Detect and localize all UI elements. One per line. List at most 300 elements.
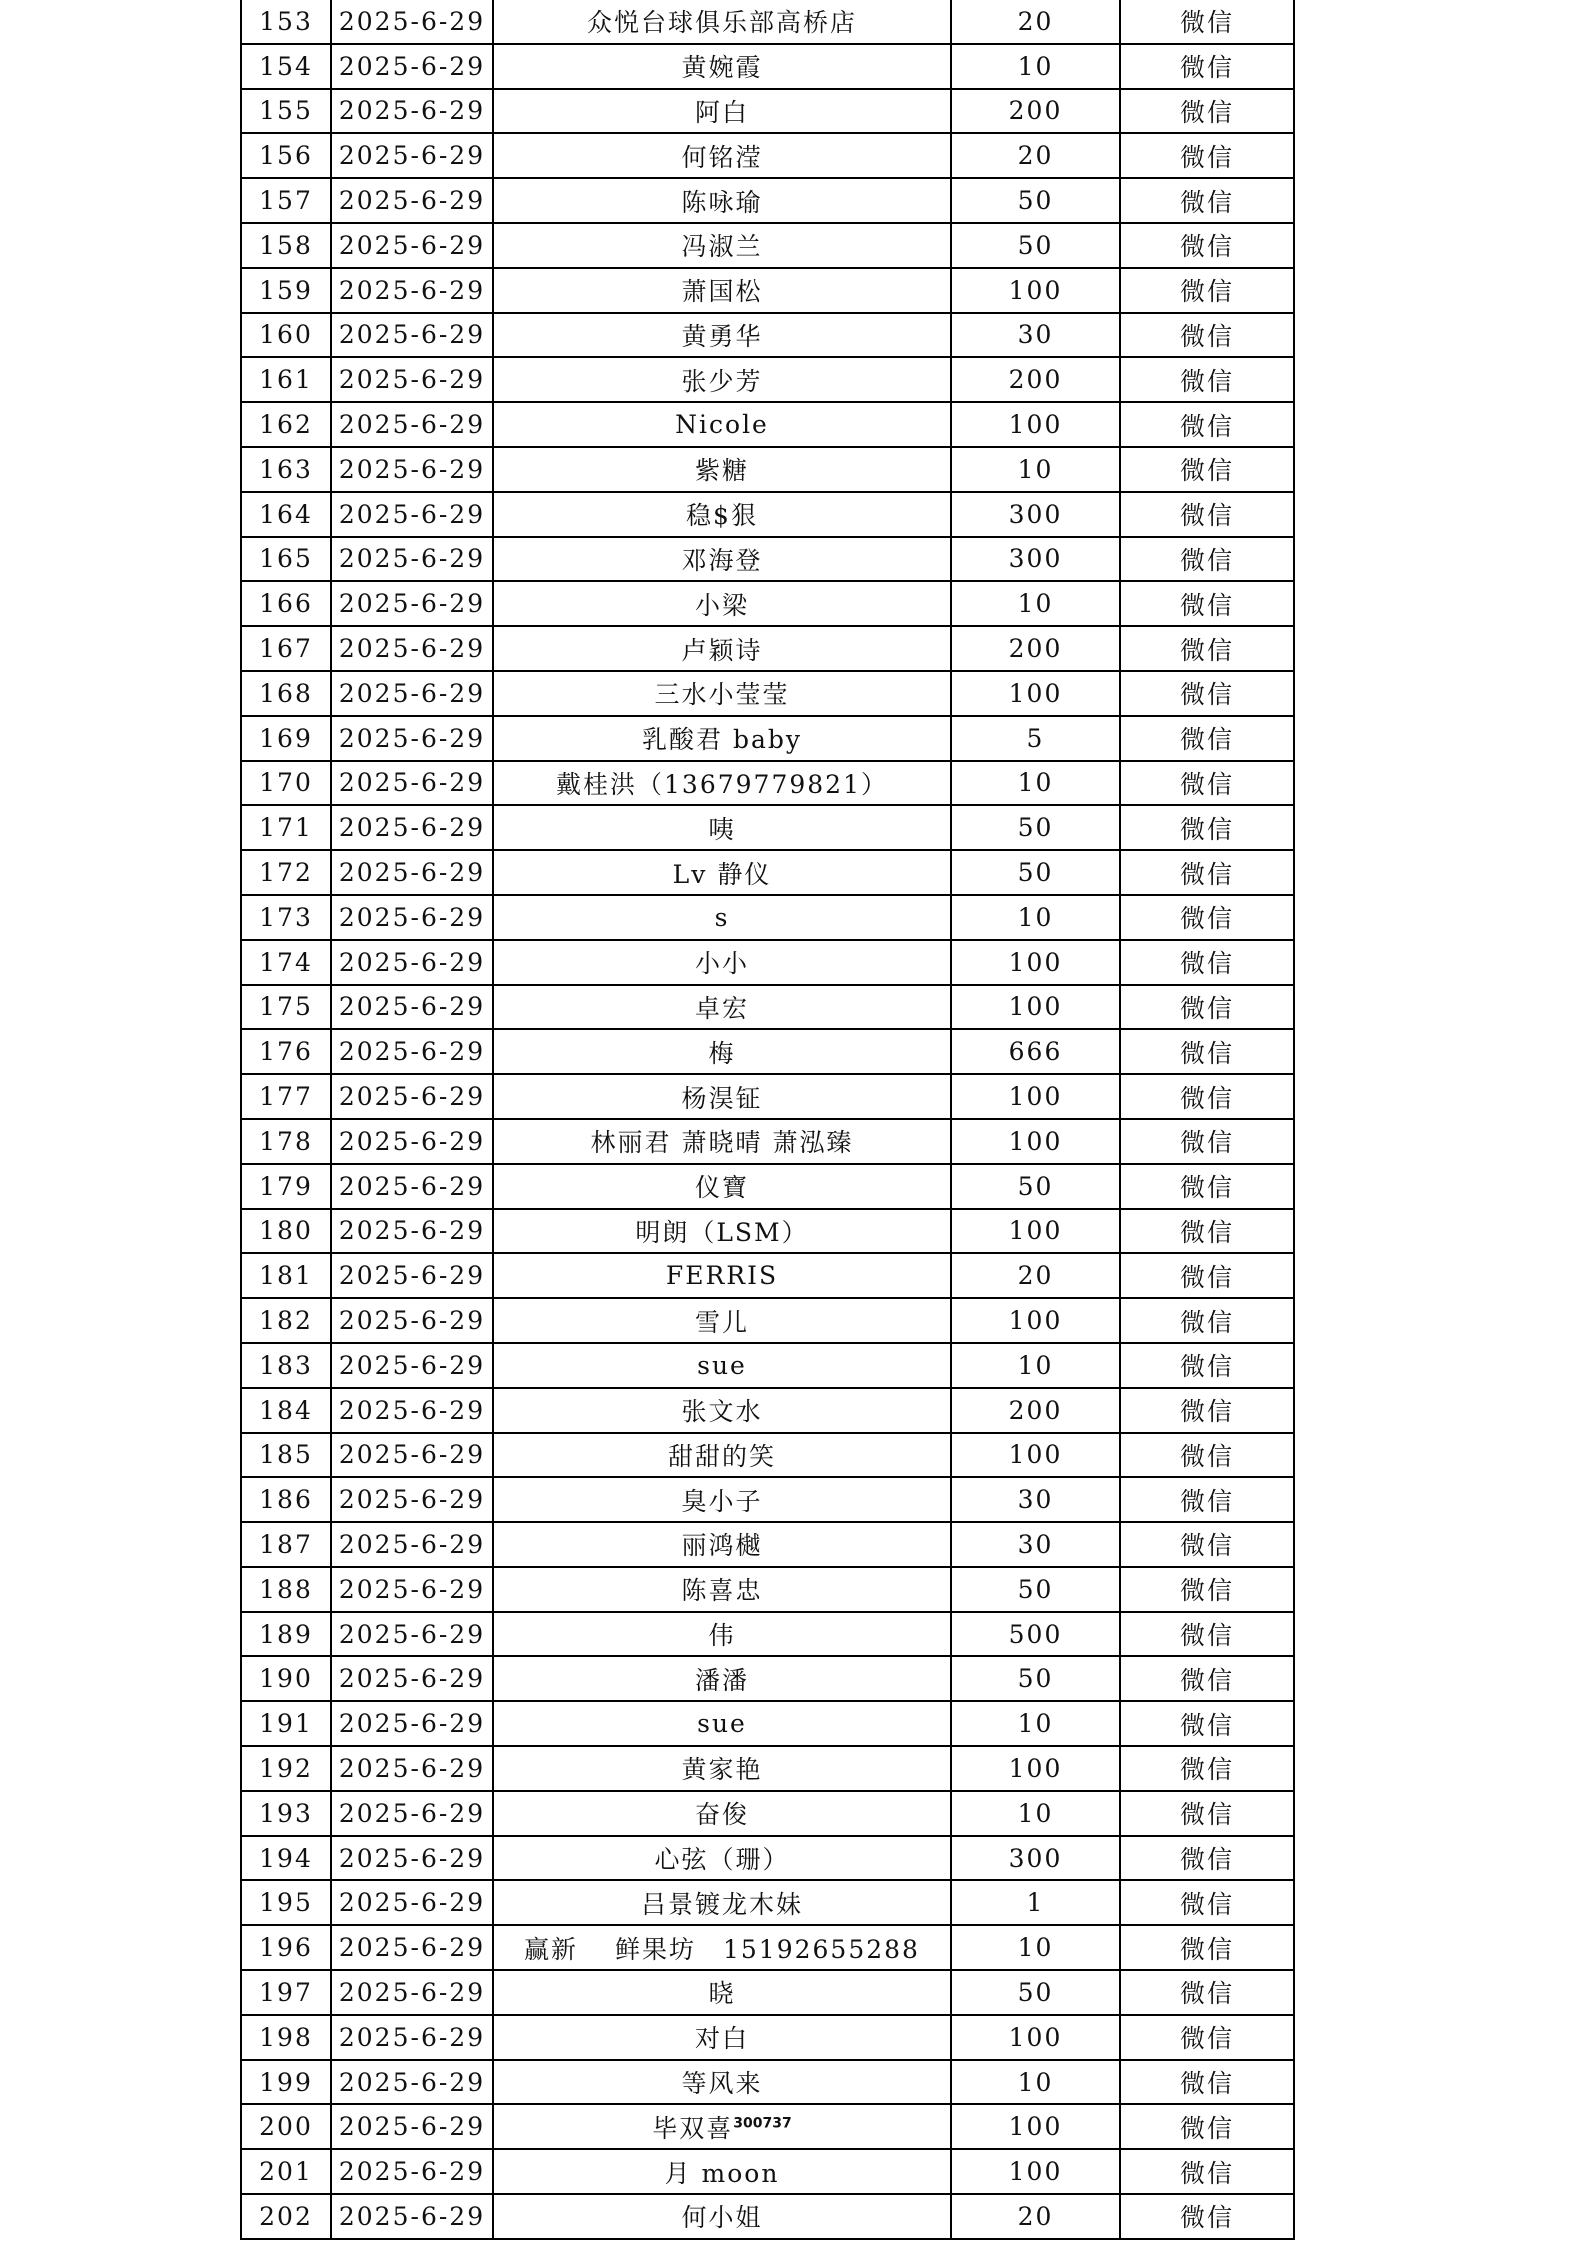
amount-cell: 10: [951, 1925, 1120, 1970]
table-row: [241, 1656, 1294, 1701]
table-row: [241, 2149, 1294, 2194]
row-number-cell: 154: [241, 44, 331, 89]
table-row: [241, 1388, 1294, 1433]
row-number-cell: 156: [241, 133, 331, 178]
payment-method-cell: 微信: [1120, 1701, 1294, 1746]
amount-cell: 100: [951, 985, 1120, 1030]
table-row: [241, 1925, 1294, 1970]
donor-name-superscript: 300737: [733, 2115, 792, 2132]
date-cell: 2025-6-29: [331, 1029, 493, 1074]
donor-name-cell: 奋俊: [493, 1791, 951, 1836]
amount-cell: 20: [951, 1253, 1120, 1298]
row-number-cell: 163: [241, 447, 331, 492]
payment-method-cell: 微信: [1120, 1343, 1294, 1388]
amount-cell: 10: [951, 2060, 1120, 2105]
donor-name-cell: 陈喜忠: [493, 1567, 951, 1612]
amount-cell: 300: [951, 537, 1120, 582]
payment-method-cell: 微信: [1120, 2015, 1294, 2060]
donor-name-cell: 咦: [493, 805, 951, 850]
donor-name-cell: 卓宏: [493, 985, 951, 1030]
payment-method-cell: 微信: [1120, 44, 1294, 89]
row-number-cell: 167: [241, 626, 331, 671]
date-cell: 2025-6-29: [331, 402, 493, 447]
payment-method-cell: 微信: [1120, 805, 1294, 850]
table-row: [241, 581, 1294, 626]
amount-cell: 10: [951, 1701, 1120, 1746]
date-cell: 2025-6-29: [331, 537, 493, 582]
row-number-cell: 175: [241, 985, 331, 1030]
row-number-cell: 177: [241, 1074, 331, 1119]
payment-method-cell: 微信: [1120, 2194, 1294, 2239]
date-cell: 2025-6-29: [331, 1298, 493, 1343]
date-cell: 2025-6-29: [331, 626, 493, 671]
date-cell: 2025-6-29: [331, 1164, 493, 1209]
table-row: [241, 313, 1294, 358]
table-row: [241, 1522, 1294, 1567]
amount-cell: 50: [951, 850, 1120, 895]
row-number-cell: 188: [241, 1567, 331, 1612]
donor-name-cell: 小梁: [493, 581, 951, 626]
row-number-cell: 181: [241, 1253, 331, 1298]
payment-method-cell: 微信: [1120, 2060, 1294, 2105]
row-number-cell: 153: [241, 0, 331, 44]
payment-method-cell: 微信: [1120, 89, 1294, 134]
date-cell: 2025-6-29: [331, 1656, 493, 1701]
amount-cell: 10: [951, 1343, 1120, 1388]
row-number-cell: 157: [241, 178, 331, 223]
payment-method-cell: 微信: [1120, 2104, 1294, 2149]
table-row: [241, 1746, 1294, 1791]
row-number-cell: 192: [241, 1746, 331, 1791]
date-cell: 2025-6-29: [331, 895, 493, 940]
donor-name-cell: 毕双喜$^{300737}$: [493, 2104, 951, 2149]
date-cell: 2025-6-29: [331, 1433, 493, 1478]
payment-method-cell: 微信: [1120, 1836, 1294, 1881]
donor-name-cell: 梅: [493, 1029, 951, 1074]
date-cell: 2025-6-29: [331, 1074, 493, 1119]
donor-name-cell: 臭小子: [493, 1477, 951, 1522]
amount-cell: 50: [951, 1970, 1120, 2015]
row-number-cell: 169: [241, 716, 331, 761]
row-number-cell: 196: [241, 1925, 331, 1970]
payment-method-cell: 微信: [1120, 0, 1294, 44]
payment-method-cell: 微信: [1120, 1656, 1294, 1701]
date-cell: 2025-6-29: [331, 1253, 493, 1298]
payment-method-cell: 微信: [1120, 1388, 1294, 1433]
payment-method-cell: 微信: [1120, 268, 1294, 313]
payment-method-cell: 微信: [1120, 1925, 1294, 1970]
donor-name-cell: 紫糖: [493, 447, 951, 492]
date-cell: 2025-6-29: [331, 1836, 493, 1881]
amount-cell: 100: [951, 1209, 1120, 1254]
date-cell: 2025-6-29: [331, 2060, 493, 2105]
row-number-cell: 198: [241, 2015, 331, 2060]
amount-cell: 100: [951, 2149, 1120, 2194]
amount-cell: 1: [951, 1880, 1120, 1925]
row-number-cell: 201: [241, 2149, 331, 2194]
row-number-cell: 158: [241, 223, 331, 268]
payment-method-cell: 微信: [1120, 1029, 1294, 1074]
payment-method-cell: 微信: [1120, 985, 1294, 1030]
payment-method-cell: 微信: [1120, 178, 1294, 223]
payment-method-cell: 微信: [1120, 1567, 1294, 1612]
date-cell: 2025-6-29: [331, 1522, 493, 1567]
donor-name-cell: 黄家艳: [493, 1746, 951, 1791]
amount-cell: 10: [951, 1791, 1120, 1836]
payment-method-cell: 微信: [1120, 1433, 1294, 1478]
row-number-cell: 195: [241, 1880, 331, 1925]
table-row: [241, 1477, 1294, 1522]
row-number-cell: 168: [241, 671, 331, 716]
amount-cell: 100: [951, 1433, 1120, 1478]
row-number-cell: 199: [241, 2060, 331, 2105]
donor-name-cell: 晓: [493, 1970, 951, 2015]
donor-name-cell: 乳酸君 baby: [493, 716, 951, 761]
amount-cell: 10: [951, 761, 1120, 806]
payment-method-cell: 微信: [1120, 313, 1294, 358]
amount-cell: 20: [951, 133, 1120, 178]
table-row: [241, 1880, 1294, 1925]
date-cell: 2025-6-29: [331, 492, 493, 537]
payment-method-cell: 微信: [1120, 1970, 1294, 2015]
date-cell: 2025-6-29: [331, 268, 493, 313]
date-cell: 2025-6-29: [331, 1701, 493, 1746]
row-number-cell: 200: [241, 2104, 331, 2149]
date-cell: 2025-6-29: [331, 850, 493, 895]
donor-name-cell: 雪儿: [493, 1298, 951, 1343]
row-number-cell: 179: [241, 1164, 331, 1209]
donor-name-cell: 黄婉霞: [493, 44, 951, 89]
date-cell: 2025-6-29: [331, 178, 493, 223]
row-number-cell: 193: [241, 1791, 331, 1836]
row-number-cell: 170: [241, 761, 331, 806]
payment-method-cell: 微信: [1120, 1612, 1294, 1657]
amount-cell: 100: [951, 671, 1120, 716]
table-row: [241, 985, 1294, 1030]
table-row: [241, 1164, 1294, 1209]
donor-name-cell: 潘潘: [493, 1656, 951, 1701]
donor-name-cell: 陈咏瑜: [493, 178, 951, 223]
donor-name-cell: 伟: [493, 1612, 951, 1657]
payment-method-cell: 微信: [1120, 133, 1294, 178]
table-row: [241, 1298, 1294, 1343]
date-cell: 2025-6-29: [331, 1209, 493, 1254]
row-number-cell: 182: [241, 1298, 331, 1343]
row-number-cell: 165: [241, 537, 331, 582]
row-number-cell: 173: [241, 895, 331, 940]
amount-cell: 100: [951, 1298, 1120, 1343]
payment-method-cell: 微信: [1120, 447, 1294, 492]
payment-method-cell: 微信: [1120, 581, 1294, 626]
row-number-cell: 171: [241, 805, 331, 850]
amount-cell: 10: [951, 44, 1120, 89]
table-row: [241, 1029, 1294, 1074]
date-cell: 2025-6-29: [331, 940, 493, 985]
donor-name-cell: 明朗（LSM）: [493, 1209, 951, 1254]
table-row: [241, 447, 1294, 492]
row-number-cell: 161: [241, 357, 331, 402]
row-number-cell: 178: [241, 1119, 331, 1164]
amount-cell: 200: [951, 89, 1120, 134]
table-row: [241, 537, 1294, 582]
date-cell: 2025-6-29: [331, 1119, 493, 1164]
donor-name-cell: 三水小莹莹: [493, 671, 951, 716]
amount-cell: 20: [951, 0, 1120, 44]
date-cell: 2025-6-29: [331, 44, 493, 89]
date-cell: 2025-6-29: [331, 0, 493, 44]
date-cell: 2025-6-29: [331, 447, 493, 492]
table-row: [241, 716, 1294, 761]
table-row: [241, 0, 1294, 44]
payment-method-cell: 微信: [1120, 1119, 1294, 1164]
donor-name-cell: Lv 静仪: [493, 850, 951, 895]
date-cell: 2025-6-29: [331, 671, 493, 716]
donor-name-cell: 林丽君 萧晓晴 萧泓臻: [493, 1119, 951, 1164]
amount-cell: 30: [951, 1477, 1120, 1522]
amount-cell: 20: [951, 2194, 1120, 2239]
row-number-cell: 183: [241, 1343, 331, 1388]
table-row: [241, 2194, 1294, 2239]
donor-name-cell: 何铭滢: [493, 133, 951, 178]
date-cell: 2025-6-29: [331, 133, 493, 178]
date-cell: 2025-6-29: [331, 313, 493, 358]
date-cell: 2025-6-29: [331, 1612, 493, 1657]
payment-method-cell: 微信: [1120, 761, 1294, 806]
payment-method-cell: 微信: [1120, 1298, 1294, 1343]
date-cell: 2025-6-29: [331, 2104, 493, 2149]
table-row: [241, 671, 1294, 716]
date-cell: 2025-6-29: [331, 1791, 493, 1836]
table-row: [241, 1343, 1294, 1388]
donor-name-cell: 张文水: [493, 1388, 951, 1433]
table-row: [241, 1253, 1294, 1298]
amount-cell: 5: [951, 716, 1120, 761]
amount-cell: 10: [951, 447, 1120, 492]
payment-method-cell: 微信: [1120, 223, 1294, 268]
amount-cell: 50: [951, 1656, 1120, 1701]
date-cell: 2025-6-29: [331, 1343, 493, 1388]
amount-cell: 30: [951, 1522, 1120, 1567]
amount-cell: 200: [951, 1388, 1120, 1433]
payment-method-cell: 微信: [1120, 1746, 1294, 1791]
payment-method-cell: 微信: [1120, 1522, 1294, 1567]
table-row: [241, 940, 1294, 985]
payment-method-cell: 微信: [1120, 671, 1294, 716]
row-number-cell: 164: [241, 492, 331, 537]
payment-method-cell: 微信: [1120, 1880, 1294, 1925]
amount-cell: 200: [951, 357, 1120, 402]
table-row: [241, 626, 1294, 671]
table-row: [241, 178, 1294, 223]
amount-cell: 100: [951, 2104, 1120, 2149]
table-row: [241, 1119, 1294, 1164]
amount-cell: 100: [951, 268, 1120, 313]
date-cell: 2025-6-29: [331, 581, 493, 626]
table-row: [241, 895, 1294, 940]
donor-name-cell: sue: [493, 1701, 951, 1746]
donor-name-cell: 赢新 鲜果坊 15192655288: [493, 1925, 951, 1970]
payment-method-cell: 微信: [1120, 357, 1294, 402]
date-cell: 2025-6-29: [331, 985, 493, 1030]
donor-name-cell: 心弦（珊）: [493, 1836, 951, 1881]
payment-method-cell: 微信: [1120, 1791, 1294, 1836]
payment-method-cell: 微信: [1120, 2149, 1294, 2194]
donor-name-cell: 阿白: [493, 89, 951, 134]
date-cell: 2025-6-29: [331, 1970, 493, 2015]
donor-name-cell: FERRIS: [493, 1253, 951, 1298]
table-row: [241, 1612, 1294, 1657]
donation-table: [240, 0, 1295, 2240]
payment-method-cell: 微信: [1120, 1477, 1294, 1522]
amount-cell: 100: [951, 402, 1120, 447]
payment-method-cell: 微信: [1120, 1164, 1294, 1209]
payment-method-cell: 微信: [1120, 1074, 1294, 1119]
table-row: [241, 1836, 1294, 1881]
date-cell: 2025-6-29: [331, 89, 493, 134]
table-row: [241, 89, 1294, 134]
row-number-cell: 189: [241, 1612, 331, 1657]
table-row: [241, 44, 1294, 89]
amount-cell: 100: [951, 1746, 1120, 1791]
donor-name-cell: 众悦台球俱乐部高桥店: [493, 0, 951, 44]
amount-cell: 200: [951, 626, 1120, 671]
donor-name-cell: 卢颖诗: [493, 626, 951, 671]
donor-name-cell: 丽鸿樾: [493, 1522, 951, 1567]
row-number-cell: 202: [241, 2194, 331, 2239]
row-number-cell: 172: [241, 850, 331, 895]
donor-name-cell: 黄勇华: [493, 313, 951, 358]
table-row: [241, 1209, 1294, 1254]
date-cell: 2025-6-29: [331, 2149, 493, 2194]
donor-name-cell: 小小: [493, 940, 951, 985]
row-number-cell: 186: [241, 1477, 331, 1522]
donor-name-cell: sue: [493, 1343, 951, 1388]
payment-method-cell: 微信: [1120, 1209, 1294, 1254]
row-number-cell: 187: [241, 1522, 331, 1567]
date-cell: 2025-6-29: [331, 761, 493, 806]
table-row: [241, 357, 1294, 402]
table-row: [241, 402, 1294, 447]
date-cell: 2025-6-29: [331, 2194, 493, 2239]
amount-cell: 50: [951, 805, 1120, 850]
date-cell: 2025-6-29: [331, 1388, 493, 1433]
donor-name-cell: 甜甜的笑: [493, 1433, 951, 1478]
donor-name-cell: 冯淑兰: [493, 223, 951, 268]
donor-name-cell: 吕景镀龙木妹: [493, 1880, 951, 1925]
row-number-cell: 180: [241, 1209, 331, 1254]
date-cell: 2025-6-29: [331, 1925, 493, 1970]
amount-cell: 10: [951, 895, 1120, 940]
donor-name-cell: 萧国松: [493, 268, 951, 313]
table-row: [241, 268, 1294, 313]
date-cell: 2025-6-29: [331, 1746, 493, 1791]
row-number-cell: 155: [241, 89, 331, 134]
payment-method-cell: 微信: [1120, 716, 1294, 761]
amount-cell: 50: [951, 223, 1120, 268]
table-row: [241, 133, 1294, 178]
date-cell: 2025-6-29: [331, 357, 493, 402]
amount-cell: 300: [951, 1836, 1120, 1881]
table-row: [241, 492, 1294, 537]
donor-name-cell: 等风来: [493, 2060, 951, 2105]
row-number-cell: 184: [241, 1388, 331, 1433]
payment-method-cell: 微信: [1120, 940, 1294, 985]
table-row: [241, 2015, 1294, 2060]
amount-cell: 666: [951, 1029, 1120, 1074]
donor-name-cell: 稳$狠: [493, 492, 951, 537]
row-number-cell: 162: [241, 402, 331, 447]
table-row: [241, 223, 1294, 268]
amount-cell: 10: [951, 581, 1120, 626]
row-number-cell: 190: [241, 1656, 331, 1701]
payment-method-cell: 微信: [1120, 626, 1294, 671]
payment-method-cell: 微信: [1120, 850, 1294, 895]
table-row: [241, 805, 1294, 850]
date-cell: 2025-6-29: [331, 716, 493, 761]
donor-name-cell: 杨淏钲: [493, 1074, 951, 1119]
date-cell: 2025-6-29: [331, 223, 493, 268]
row-number-cell: 197: [241, 1970, 331, 2015]
row-number-cell: 176: [241, 1029, 331, 1074]
amount-cell: 300: [951, 492, 1120, 537]
row-number-cell: 159: [241, 268, 331, 313]
payment-method-cell: 微信: [1120, 492, 1294, 537]
donor-name-cell: 月 moon: [493, 2149, 951, 2194]
row-number-cell: 166: [241, 581, 331, 626]
table-row: [241, 1074, 1294, 1119]
amount-cell: 100: [951, 1074, 1120, 1119]
amount-cell: 100: [951, 2015, 1120, 2060]
donor-name-cell: 邓海登: [493, 537, 951, 582]
amount-cell: 100: [951, 1119, 1120, 1164]
donor-name-cell: 张少芳: [493, 357, 951, 402]
date-cell: 2025-6-29: [331, 1880, 493, 1925]
row-number-cell: 160: [241, 313, 331, 358]
table-row: [241, 1567, 1294, 1612]
payment-method-cell: 微信: [1120, 402, 1294, 447]
table-row: [241, 1791, 1294, 1836]
table-row: [241, 761, 1294, 806]
amount-cell: 50: [951, 1164, 1120, 1209]
donor-name-cell: 戴桂洪（13679779821）: [493, 761, 951, 806]
donor-name-cell: s: [493, 895, 951, 940]
donor-name-cell: 何小姐: [493, 2194, 951, 2239]
row-number-cell: 185: [241, 1433, 331, 1478]
table-row: [241, 2104, 1294, 2149]
donor-name-cell: 对白: [493, 2015, 951, 2060]
row-number-cell: 174: [241, 940, 331, 985]
amount-cell: 50: [951, 178, 1120, 223]
table-row: [241, 2060, 1294, 2105]
amount-cell: 100: [951, 940, 1120, 985]
payment-method-cell: 微信: [1120, 537, 1294, 582]
donation-table-body: [241, 0, 1294, 2239]
payment-method-cell: 微信: [1120, 895, 1294, 940]
donor-name-cell: 仪寶: [493, 1164, 951, 1209]
date-cell: 2025-6-29: [331, 1567, 493, 1612]
table-row: [241, 1433, 1294, 1478]
table-row: [241, 850, 1294, 895]
amount-cell: 500: [951, 1612, 1120, 1657]
row-number-cell: 191: [241, 1701, 331, 1746]
date-cell: 2025-6-29: [331, 2015, 493, 2060]
donor-name-cell: Nicole: [493, 402, 951, 447]
amount-cell: 30: [951, 313, 1120, 358]
amount-cell: 50: [951, 1567, 1120, 1612]
date-cell: 2025-6-29: [331, 1477, 493, 1522]
table-row: [241, 1701, 1294, 1746]
row-number-cell: 194: [241, 1836, 331, 1881]
